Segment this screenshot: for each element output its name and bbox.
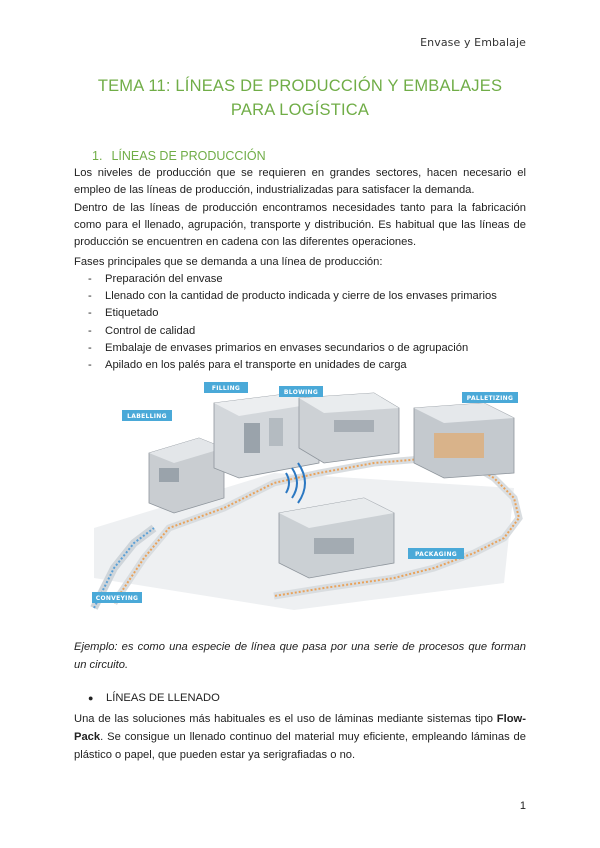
subsection-heading (88, 692, 220, 704)
palletizing-machine (414, 403, 514, 478)
tag-palletizing (462, 392, 518, 403)
tag-filling (204, 382, 248, 393)
page-title: TEMA 11: LÍNEAS DE PRODUCCIÓN Y EMBALAJES PARA LOGÍSTICA (97, 77, 503, 119)
subsection-heading-text: LÍNEAS DE LLENADO (106, 692, 220, 704)
page-number: 1 (519, 800, 526, 812)
list-item: - Control de calidad (88, 324, 196, 337)
section-number: 1. (92, 149, 103, 163)
svg-text:PALLETIZING: PALLETIZING (466, 395, 514, 402)
svg-text:FILLING: FILLING (211, 385, 241, 392)
tag-blowing (279, 386, 323, 397)
paragraph-filling-lines: Una de las soluciones más habituales es el uso de láminas mediante sistemas tipo Flow-Pack. Se consigue un llenado continuo del material muy eficiente, empleando láminas de plástico o papel, que pueden estar ya serigrafiadas o no. (74, 713, 526, 761)
paragraph-needs: Dentro de las líneas de producción encontramos necesidades tanto para la fabricación como para el llenado, agrupación, transporte y distribución. Es habitual que las líneas de producción se encuentren en cadena con las diferentes operaciones. (74, 202, 526, 249)
running-header: Envase y Embalaje (420, 36, 526, 49)
list-item: - Llenado con la cantidad de producto indicada y cierre de los envases primarios (88, 290, 497, 303)
svg-text:PACKAGING: PACKAGING (415, 551, 457, 558)
paragraph-intro: Los niveles de producción que se requieren en grandes sectores, hacen necesario el empleo de las líneas de producción, industrializadas para satisfacer la demanda. (74, 167, 526, 197)
paragraph-phases-intro: Fases principales que se demanda a una línea de producción: (74, 256, 383, 268)
list-item: - Apilado en los palés para el transporte en unidades de carga (88, 359, 407, 372)
svg-text:CONVEYING: CONVEYING (95, 595, 139, 602)
svg-text:LABELLING: LABELLING (127, 413, 167, 420)
packaging-machine (279, 498, 394, 578)
list-item: - Etiquetado (88, 307, 159, 320)
list-item: - Preparación del envase (88, 273, 223, 285)
list-item: - Embalaje de envases primarios en envases secundarios o de agrupación (88, 341, 469, 354)
blowing-machine (299, 393, 399, 463)
example-caption: Ejemplo: es como una especie de línea que pasa por una serie de procesos que forman un circuito. (74, 641, 526, 671)
labelling-machine (149, 438, 224, 513)
tag-packaging (408, 548, 464, 559)
production-line-illustration (74, 378, 526, 613)
tag-labelling (122, 410, 172, 421)
tag-conveying (92, 592, 142, 603)
phases-list (88, 271, 528, 374)
section-heading-text: LÍNEAS DE PRODUCCIÓN (111, 149, 266, 163)
bullet-icon: ● (88, 693, 94, 703)
flow-pack-term: Flow-Pack (74, 713, 526, 743)
svg-text:BLOWING: BLOWING (283, 389, 319, 396)
section-heading (92, 149, 266, 163)
